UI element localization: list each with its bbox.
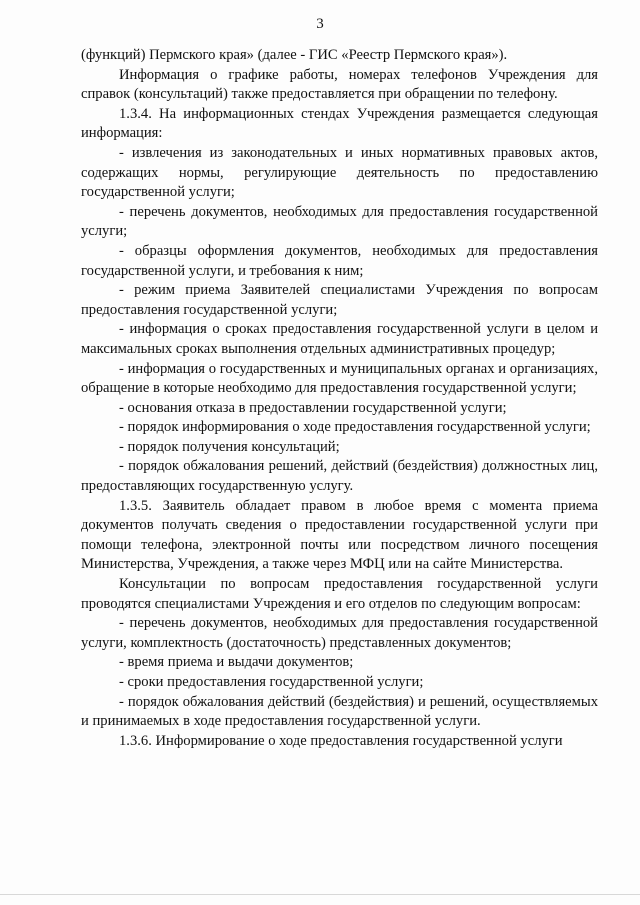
list-item-appeal-procedure: - порядок обжалования решений, действий (бездействия) должностных лиц, предоставляющих государственную услугу. [81, 458, 598, 495]
paragraph-1-3-6: 1.3.6. Информирование о ходе предоставления государственной услуги [119, 732, 563, 749]
scan-edge-line [0, 894, 640, 895]
list-item-reception-time: - время приема и выдачи документов; [119, 654, 354, 671]
list-item-document-list: - перечень документов, необходимых для предоставления государственной услуги; [81, 203, 598, 240]
list-item-progress-informing: - порядок информирования о ходе предоставления государственной услуги; [119, 419, 591, 436]
list-item-consultations: - порядок получения консультаций; [119, 438, 340, 455]
list-item-appeal-actions: - порядок обжалования действий (бездействия) и решений, осуществляемых и принимаемых в ходе предоставления государственной услуги. [81, 693, 598, 730]
paragraph-1-3-4: 1.3.4. На информационных стендах Учреждения размещается следующая информация: [81, 105, 598, 142]
paragraph-1-3-5: 1.3.5. Заявитель обладает правом в любое время с момента приема документов получать сведения о предоставлении государственной услуги при помощи телефона, электронной почты или посредством личного посещения Министерства, Учреждения, а также через МФЦ или на сайте Министерства. [81, 497, 598, 573]
list-item-service-terms: - сроки предоставления государственной услуги; [119, 674, 424, 690]
list-item-legal-extracts: - извлечения из законодательных и иных нормативных правовых актов, содержащих нормы, регулирующие деятельность по предоставлению государственной услуги; [81, 144, 598, 201]
paragraph-schedule-info: Информация о графике работы, номерах телефонов Учреждения для справок (консультаций) также предоставляется при обращении по телефону. [81, 66, 598, 103]
list-item-terms-info: - информация о сроках предоставления государственной услуги в целом и максимальных сроках выполнения отдельных административных процедур; [81, 321, 598, 357]
paragraph-functions-continuation: (функций) Пермского края» (далее - ГИС «Реестр Пермского края»). [81, 47, 508, 63]
list-item-refusal-grounds: - основания отказа в предоставлении государственной услуги; [119, 399, 507, 416]
document-body [81, 46, 598, 751]
paragraph-consultation-topics: Консультации по вопросам предоставления государственной услуги проводятся специалистами Учреждения и его отделов по следующим вопросам: [81, 576, 598, 612]
list-item-documents-completeness: - перечень документов, необходимых для предоставления государственной услуги, комплектность (достаточность) представленных документов; [81, 615, 598, 651]
list-item-document-samples: - образцы оформления документов, необходимых для предоставления государственной услуги, и требования к ним; [81, 242, 598, 279]
list-item-reception-mode: - режим приема Заявителей специалистами Учреждения по вопросам предоставления государственной услуги; [81, 282, 598, 318]
page-number: 3 [316, 16, 324, 32]
list-item-authorities-info: - информация о государственных и муниципальных органах и организациях, обращение в которые необходимо для предоставления государственной услуги; [81, 360, 598, 397]
